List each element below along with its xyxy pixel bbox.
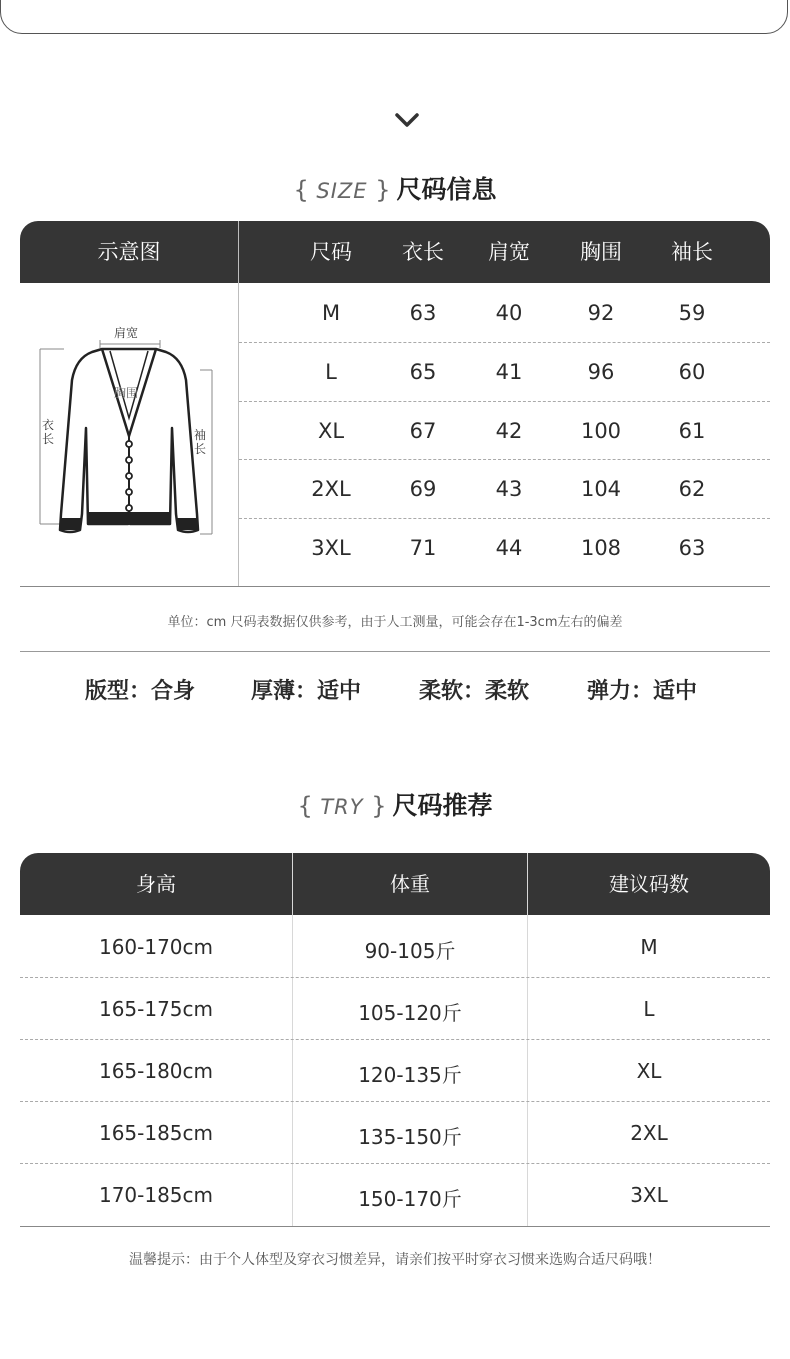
attr-elasticity: 弹力：适中 [587,679,698,704]
header-size: 尺码 [310,240,352,264]
size-title-en: SIZE [316,179,368,203]
header-height: 身高 [136,872,176,896]
size-cell: 3XL [311,536,351,561]
try-cell: 135-150斤 [358,1125,462,1149]
size-table-bottom-line [20,586,770,587]
garment-diagram [30,318,220,548]
try-cell: 3XL [630,1183,668,1207]
try-note: 温馨提示：由于个人体型及穿衣习惯差异，请亲们按平时穿衣习惯来选购合适尺码哦！ [129,1252,661,1268]
try-cell: L [643,997,655,1021]
row-divider [239,401,770,402]
size-cell: 43 [495,477,523,502]
attr-thickness: 厚薄：适中 [251,679,362,704]
try-cell: M [640,935,658,959]
try-cell: 150-170斤 [358,1187,462,1211]
row-divider [239,342,770,343]
size-cell: L [325,359,337,384]
attr-fit: 版型：合身 [85,679,196,704]
diagram-label-length: 衣长 [42,418,55,446]
try-cell: 160-170cm [98,935,214,959]
size-cell: 63 [678,536,706,561]
try-table-header [20,853,770,915]
try-title-cn: 尺码推荐 [392,791,493,820]
header-diagram: 示意图 [97,240,161,264]
row-divider [20,1163,770,1164]
size-section-title: { SIZE } 尺码信息 [293,175,497,204]
size-cell: 44 [495,536,523,561]
size-cell: 42 [495,418,523,443]
try-cell: XL [636,1059,662,1083]
row-divider [20,1101,770,1102]
size-cell: 62 [678,477,706,502]
size-cell: XL [317,418,345,443]
diagram-label-chest: 胸围 [114,386,139,400]
size-cell: 40 [495,301,523,325]
size-cell: 92 [587,301,615,325]
size-cell: 41 [495,359,523,384]
diagram-label-shoulder: 肩宽 [114,326,139,340]
try-cell: 120-135斤 [358,1063,462,1087]
try-cell: 165-185cm [98,1121,214,1145]
try-section-title: { TRY } 尺码推荐 [297,791,493,820]
size-cell: 108 [580,536,622,561]
try-cell: 165-180cm [98,1059,214,1083]
note-divider [20,651,770,652]
try-cell: 170-185cm [98,1183,214,1207]
size-cell: 59 [678,301,706,325]
try-cell: 2XL [630,1121,668,1145]
size-cell: 69 [409,477,437,502]
header-length: 衣长 [402,240,444,264]
row-divider [239,459,770,460]
try-title-en: TRY [320,795,364,819]
size-table-header [20,221,770,283]
size-cell: 71 [409,536,437,561]
row-divider [20,977,770,978]
header-chest: 胸围 [580,240,622,264]
size-title-cn: 尺码信息 [396,175,497,204]
size-cell: 60 [678,359,706,384]
size-cell: M [321,301,341,325]
size-cell: 67 [409,418,437,443]
size-cell: 2XL [311,477,351,502]
size-cell: 100 [580,418,622,443]
chevron-down-icon[interactable] [393,110,421,130]
size-table-divider [238,221,239,586]
size-cell: 65 [409,359,437,384]
try-cell: 90-105斤 [364,939,456,963]
attr-softness: 柔软：柔软 [419,679,530,704]
try-cell: 165-175cm [98,997,214,1021]
header-shoulder: 肩宽 [488,240,530,264]
header-weight: 体重 [390,872,430,896]
size-cell: 104 [580,477,622,502]
try-cell: 105-120斤 [358,1001,462,1025]
row-divider [20,1039,770,1040]
size-cell: 96 [587,359,615,384]
size-note: 单位：cm 尺码表数据仅供参考，由于人工测量，可能会存在1-3cm左右的偏差 [167,615,623,630]
size-cell: 63 [409,301,437,325]
size-cell: 61 [678,418,706,443]
header-sleeve: 袖长 [671,240,713,264]
top-card-edge [0,0,788,34]
try-table-bottom-line [20,1226,770,1227]
diagram-label-sleeve: 袖长 [194,428,207,456]
header-recommended-size: 建议码数 [609,872,689,896]
cardigan-icon [30,318,220,548]
row-divider [239,518,770,519]
